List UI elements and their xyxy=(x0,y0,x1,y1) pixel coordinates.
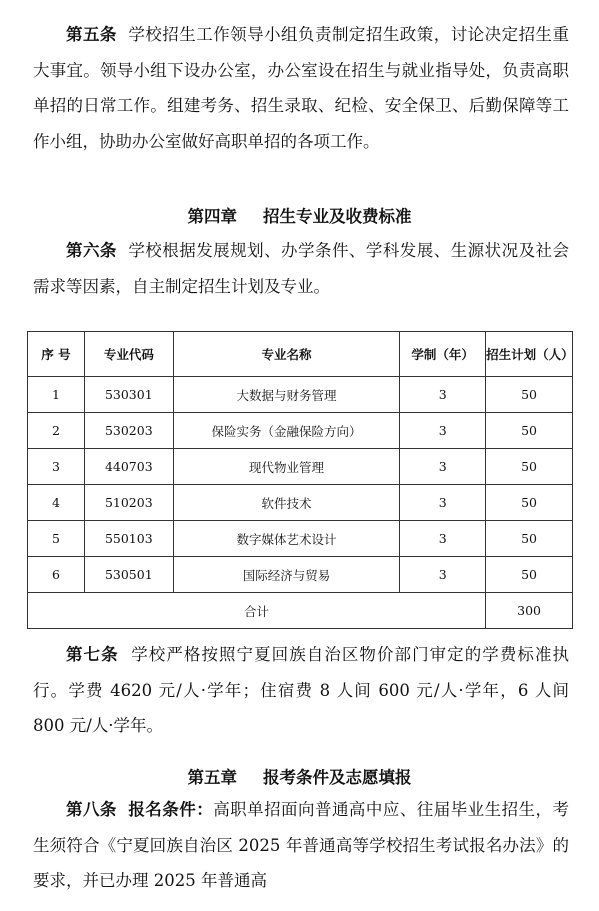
article-5 xyxy=(33,17,569,159)
cell-name: 数字媒体艺术设计 xyxy=(173,521,399,557)
cell-years: 3 xyxy=(400,377,486,413)
majors-fees-table xyxy=(27,331,573,629)
cell-name: 保险实务（金融保险方向） xyxy=(173,413,399,449)
cell-plan: 50 xyxy=(486,521,573,557)
cell-seq: 4 xyxy=(28,485,85,521)
cell-code: 550103 xyxy=(84,521,173,557)
cell-seq: 2 xyxy=(28,413,85,449)
cell-seq: 6 xyxy=(28,557,85,593)
chapter-5-title: 报考条件及志愿填报 xyxy=(263,768,412,787)
header-seq: 序 号 xyxy=(28,332,85,377)
cell-plan: 50 xyxy=(486,557,573,593)
chapter-4-number: 第四章 xyxy=(187,207,237,226)
total-label: 合计 xyxy=(28,593,486,629)
chapter-5-heading xyxy=(0,764,599,788)
chapter-5-number: 第五章 xyxy=(187,768,237,787)
cell-code: 530203 xyxy=(84,413,173,449)
cell-seq: 3 xyxy=(28,449,85,485)
header-name: 专业名称 xyxy=(173,332,399,377)
cell-code: 510203 xyxy=(84,485,173,521)
article-8 xyxy=(33,792,569,899)
cell-name: 软件技术 xyxy=(173,485,399,521)
article-6 xyxy=(33,233,569,304)
article-7 xyxy=(33,637,569,744)
chapter-4-title: 招生专业及收费标准 xyxy=(263,207,412,226)
table-header-row xyxy=(28,332,573,377)
article-8-text: 高职单招面向普通高中应、往届毕业生招生，考生须符合《宁夏回族自治区 2025 年普通高等学校招生考试报名办法》的要求，并已办理 2025 年普通高 xyxy=(33,800,570,890)
article-6-text: 学校根据发展规划、办学条件、学科发展、生源状况及社会需求等因素，自主制定招生计划及专业。 xyxy=(33,241,570,296)
cell-seq: 1 xyxy=(28,377,85,413)
cell-plan: 50 xyxy=(486,449,573,485)
cell-name: 现代物业管理 xyxy=(173,449,399,485)
cell-years: 3 xyxy=(400,557,486,593)
cell-plan: 50 xyxy=(486,413,573,449)
table-row xyxy=(28,485,573,521)
cell-name: 大数据与财务管理 xyxy=(173,377,399,413)
article-5-text: 学校招生工作领导小组负责制定招生政策，讨论决定招生重大事宜。领导小组下设办公室，办公室设在招生与就业指导处，负责高职单招的日常工作。组建考务、招生录取、纪检、安全保卫、后勤保障等工作小组，协助办公室做好高职单招的各项工作。 xyxy=(33,25,570,151)
table-total-row xyxy=(28,593,573,629)
cell-plan: 50 xyxy=(486,377,573,413)
table-row xyxy=(28,521,573,557)
cell-seq: 5 xyxy=(28,521,85,557)
cell-code: 530301 xyxy=(84,377,173,413)
cell-code: 440703 xyxy=(84,449,173,485)
cell-years: 3 xyxy=(400,449,486,485)
article-7-text: 学校严格按照宁夏回族自治区物价部门审定的学费标准执行。学费 4620 元/人·学年；住宿费 8 人间 600 元/人·学年，6 人间 800 元/人·学年。 xyxy=(33,645,569,735)
header-code: 专业代码 xyxy=(84,332,173,377)
cell-plan: 50 xyxy=(486,485,573,521)
cell-years: 3 xyxy=(400,521,486,557)
header-years: 学制（年） xyxy=(400,332,486,377)
chapter-4-heading xyxy=(0,203,599,227)
article-6-label: 第六条 xyxy=(66,241,117,260)
cell-years: 3 xyxy=(400,413,486,449)
article-8-label: 第八条 xyxy=(66,800,117,819)
article-5-label: 第五条 xyxy=(66,25,117,44)
article-8-sublabel: 报名条件： xyxy=(128,800,214,819)
article-7-label: 第七条 xyxy=(66,645,119,664)
table-row xyxy=(28,449,573,485)
cell-years: 3 xyxy=(400,485,486,521)
cell-code: 530501 xyxy=(84,557,173,593)
cell-name: 国际经济与贸易 xyxy=(173,557,399,593)
table-row xyxy=(28,413,573,449)
total-value: 300 xyxy=(486,593,573,629)
table-row xyxy=(28,557,573,593)
table-row xyxy=(28,377,573,413)
header-plan: 招生计划（人） xyxy=(486,332,573,377)
